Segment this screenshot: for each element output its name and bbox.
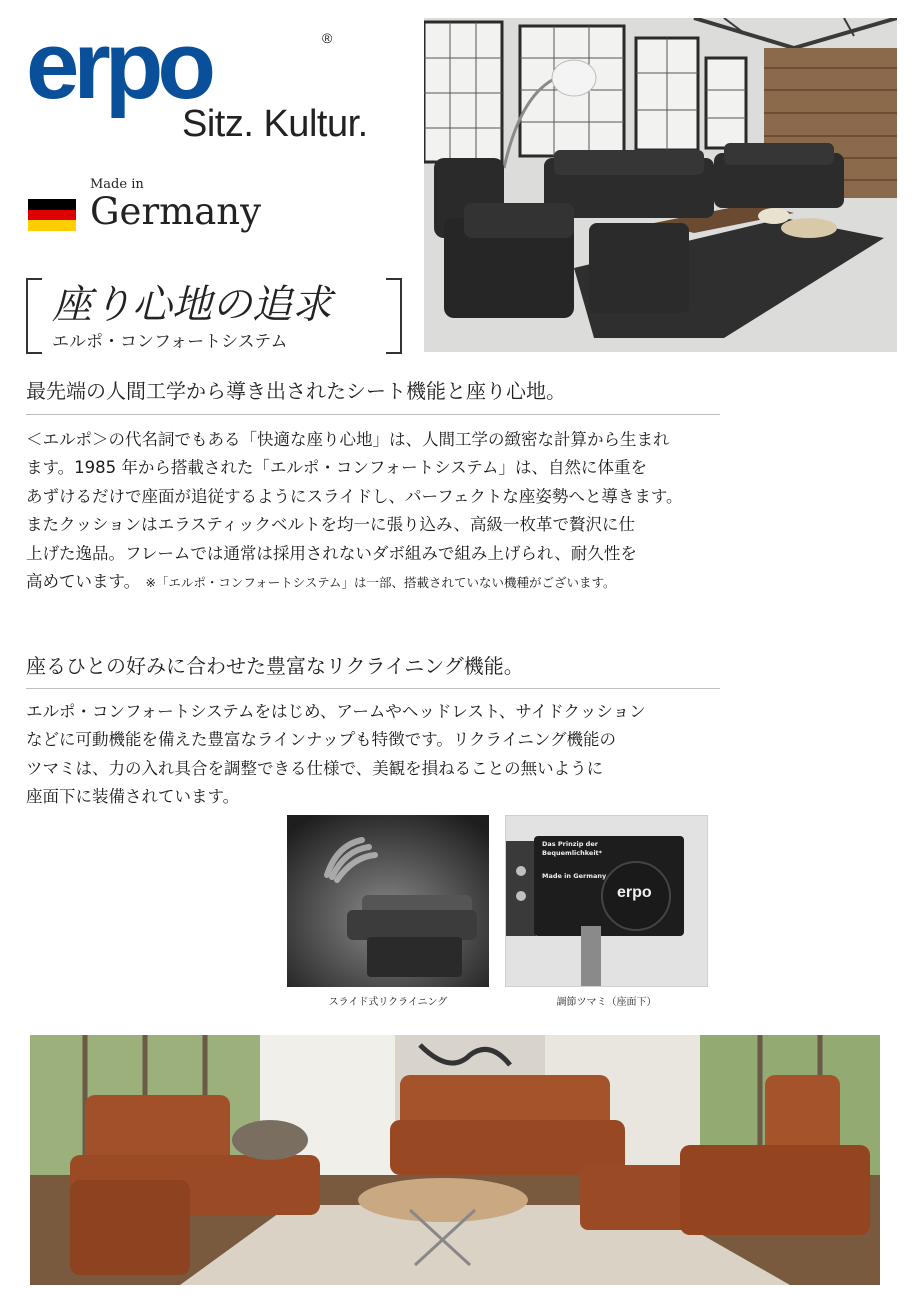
erpo-logo: erpo — [26, 12, 211, 119]
recline-photo — [287, 815, 489, 987]
section1-last-text: 高めています。 — [26, 572, 141, 592]
section1-line: あずけるだけで座面が追従するようにスライドし、パーフェクトな座姿勢へと導きます。 — [26, 486, 683, 506]
german-flag-icon — [28, 199, 76, 231]
knob-label-line: Bequemlichkeit* — [542, 849, 603, 857]
knob-logo: erpo — [617, 884, 652, 901]
section1-line: またクッションはエラスティックベルトを均一に張り込み、高級一枚革で贅沢に仕 — [26, 515, 636, 535]
country-label: Germany — [90, 190, 262, 233]
section1-line: ます。1985 年から搭載された「エルポ・コンフォートシステム」は、自然に体重を — [26, 458, 647, 478]
main-subheading: エルポ・コンフォートシステム — [52, 332, 288, 352]
cognac-room-illustration — [30, 1035, 880, 1285]
section2-title: 座るひとの好みに合わせた豊富なリクライニング機能。 — [26, 654, 524, 678]
brand-tagline: Sitz. Kultur. — [182, 103, 368, 145]
made-in-label: Made in — [90, 177, 144, 192]
knob-caption: 調節ツマミ（座面下） — [556, 997, 657, 1008]
knob-label-text — [542, 840, 602, 858]
right-bracket — [386, 278, 402, 354]
section2-line: 座面下に装備されています。 — [26, 787, 240, 807]
knob-label-line: Das Prinzip der — [542, 840, 598, 848]
left-bracket — [26, 278, 42, 354]
section1-footnote: ※「エルポ・コンフォートシステム」は一部、搭載されていない機種がございます。 — [145, 575, 616, 591]
section2-line: エルポ・コンフォートシステムをはじめ、アームやヘッドレスト、サイドクッション — [26, 702, 646, 721]
knob-made-in: Made in Germany — [542, 872, 607, 880]
section2-line: ツマミは、力の入れ具合を調整できる仕様で、美観を損ねることの無いように — [26, 758, 604, 778]
knob-illustration — [506, 816, 708, 987]
hero-photo-black-sofas — [424, 18, 897, 352]
section1-line: ＜エルポ＞の代名詞でもある「快適な座り心地」は、人間工学の緻密な計算から生まれ — [26, 430, 670, 449]
section1-last-line — [26, 568, 683, 597]
bottom-photo-cognac-sofas — [30, 1035, 880, 1285]
section1-body — [26, 426, 683, 597]
knob-photo — [505, 815, 708, 987]
registered-mark: ® — [322, 30, 333, 46]
section1-divider — [26, 414, 720, 415]
section1-line: 上げた逸品。フレームでは通常は採用されないダボ組みで組み上げられ、耐久性を — [26, 543, 637, 563]
recline-illustration — [287, 815, 489, 987]
main-heading: 座り心地の追求 — [52, 282, 332, 328]
living-room-illustration — [424, 18, 897, 352]
section2-line: などに可動機能を備えた豊富なラインナップも特徴です。リクライニング機能の — [26, 730, 617, 750]
section2-body — [26, 698, 646, 812]
recline-caption: スライド式リクライニング — [328, 997, 448, 1008]
section1-title: 最先端の人間工学から導き出されたシート機能と座り心地。 — [26, 379, 566, 403]
section2-divider — [26, 688, 720, 689]
